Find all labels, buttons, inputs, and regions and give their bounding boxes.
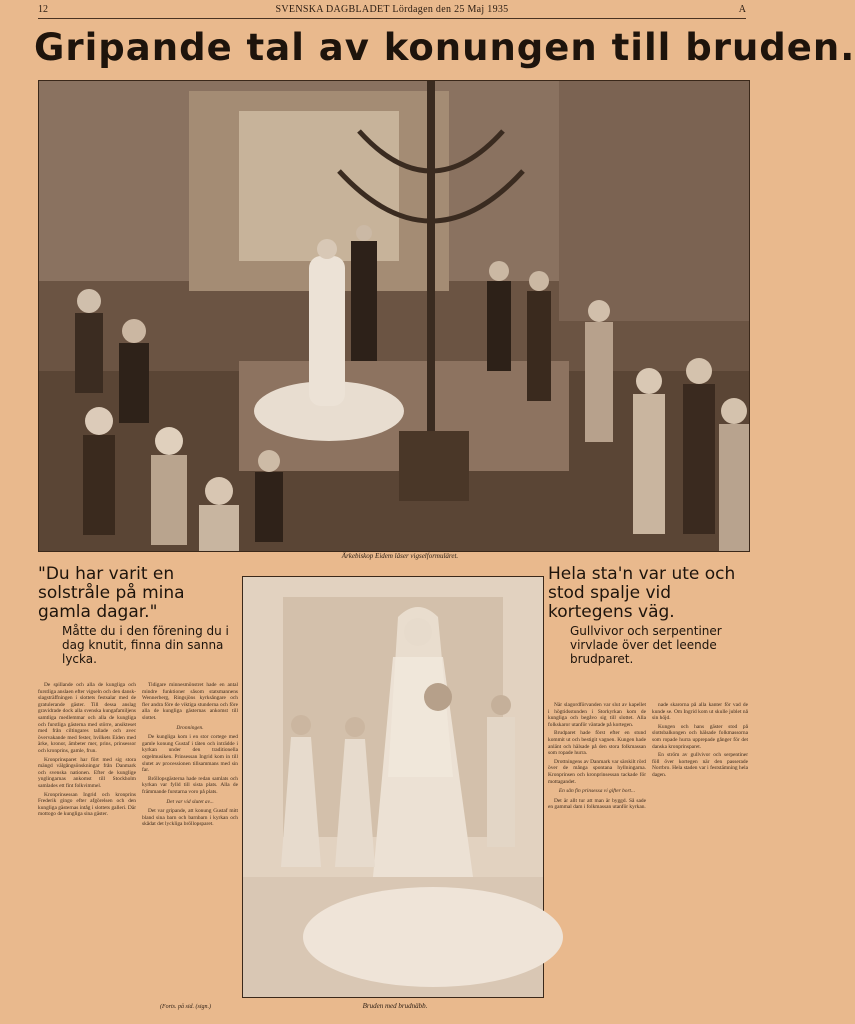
bride-with-children-illustration [243, 577, 543, 997]
right-quote-sub: Gullvivor och serpentiner virvlade över det leende brudparet. [570, 624, 722, 666]
left-paragraph: Kronprinsparet har fört med sig stora mängd välgångsönskningar från Danmark och svenska nationen. Efter de kunglige ynglingarnas ankomst till Stockholm samlades ett fint folkvimmel. [38, 756, 136, 789]
left-paragraph: De spillande och alla de kungliga och furstliga anslaen efter vigseln och den dansk-slagsträffningen i slottets festsalar med de gratulerande gäster. Till dessa anslag gravidrade dock alla svenska kungafamiljens samtliga medlemmar och alla de kungliga och furstliga gästerna med större, ansikteset med från ciltingares tallade och avec övervakande med fester, hvilkets Eiden med ärke, kronor, ämbeter mer, prins, prinsessor och kronprins, gamle, frun. [38, 682, 136, 754]
bride-photo [242, 576, 544, 998]
right-paragraph: En ström av gullvivor och serpentiner föll över kortegen när den passerade Norrbro. Hela staden var i feststämning hela dagen. [652, 752, 748, 778]
top-photo-caption: Ärkebiskop Eidem läser vigselformuläret. [341, 552, 459, 560]
middle-paragraph: Det var gripande, att konung Gustaf mitt bland sina barn och barnbarn i kyrkan och skådat det lyckliga bröllopsparet. [142, 808, 238, 828]
headline: Gripande tal av konungen till bruden. [34, 26, 855, 69]
left-paragraph: Kronprinsessan Ingrid och kronprins Frederik gingo efter afgörelsen och den kungliga gästernas intåg i slottets galleri. Där mottogo de kungliga sina gäster. [38, 791, 136, 818]
middle-text-column [142, 682, 238, 998]
masthead: SVENSKA DAGBLADET Lördagen den 25 Maj 1935 [275, 3, 509, 15]
left-quote-main: "Du har varit en solstråle på mina gamla dagar." [38, 564, 185, 622]
right-quote-main: Hela sta'n var ute och stod spalje vid kortegens väg. [548, 564, 736, 622]
left-quote-sub: Måtte du i den förening du i dag knutit, finna din sanna lycka. [62, 624, 229, 666]
right-paragraph: Det är allt tur att man är byggd. Så sade en gammal dam i folkmassan utanför kyrkan. [548, 797, 646, 811]
right-paragraph: När slagordförvanden var slut av kapellet i högtidsstunden i Storkyrkan kom de kungliga och begåvo sig till slottet. Alla folkskaror utanför väntade på kortegen. [548, 702, 646, 728]
running-header [38, 2, 746, 19]
middle-subhead: Det var vid slutet av... [166, 798, 214, 805]
right-pull-quote [548, 565, 748, 666]
left-text-column [38, 682, 136, 1006]
right-paragraph: Kungen och hans gäster stod på slottsbalkongen och hälsade folkmassorna som ropade hurra upprepade gånger för det danska kronprinsparet. [652, 723, 748, 750]
wedding-ceremony-photo [38, 80, 750, 552]
right-paragraph: nade skarorna på alla kanter för vad de kunde se. Om Ingrid kom ut skulle jublet nå sin höjd. [652, 702, 748, 722]
right-paragraph: Brudparet hade först efter en stund kommit ut och bestigit vagnen. Kungen hade anlänt och hälsade på den stora folkmassan som ropade hurra. [548, 730, 646, 757]
bride-photo-caption: Bruden med brudnäbb. [362, 1002, 428, 1010]
left-pull-quote [38, 565, 238, 666]
middle-paragraph: Tidigare minnesmönstret hade en antal mindre funktioner såsom statsmannens Wennerberg, Ringsjöns kyrksångare och fler andra före de viktiga stunderna och före alla de kungliga gästernas ankomst till slottet. [142, 682, 238, 721]
page-number: 12 [38, 3, 48, 15]
right-subhead: En sån fin prinsessa vi gifter bort... [558, 788, 636, 795]
right-text-column-b [652, 702, 748, 1012]
right-paragraph: Drottningens av Danmark var särskilt rörd över de många spontana hyllningarna. Kronprinsen och kronprinsessan tackade för mottagandet. [548, 758, 646, 785]
middle-subhead: Dronningen. [176, 724, 204, 731]
edition-mark: A [738, 3, 746, 15]
right-text-column-a [548, 702, 646, 1012]
wedding-ceremony-illustration [39, 81, 749, 551]
middle-paragraph: Bröllopsgästerna hade redan samlats och kyrkan var fylld till sista plats. Alla de främmande furstarna voro på plats. [142, 775, 238, 795]
middle-paragraph: De kungliga kom i en stor cortege med gamle konung Gustaf i täten och inträdde i kyrkan under den traditionella orgelmusiken. Prinsessan Ingrid kom in till slutet av processionen tillsammans med sin far. [142, 734, 238, 774]
continued-note: (Forts. på sid. (sign.) [160, 1004, 211, 1010]
